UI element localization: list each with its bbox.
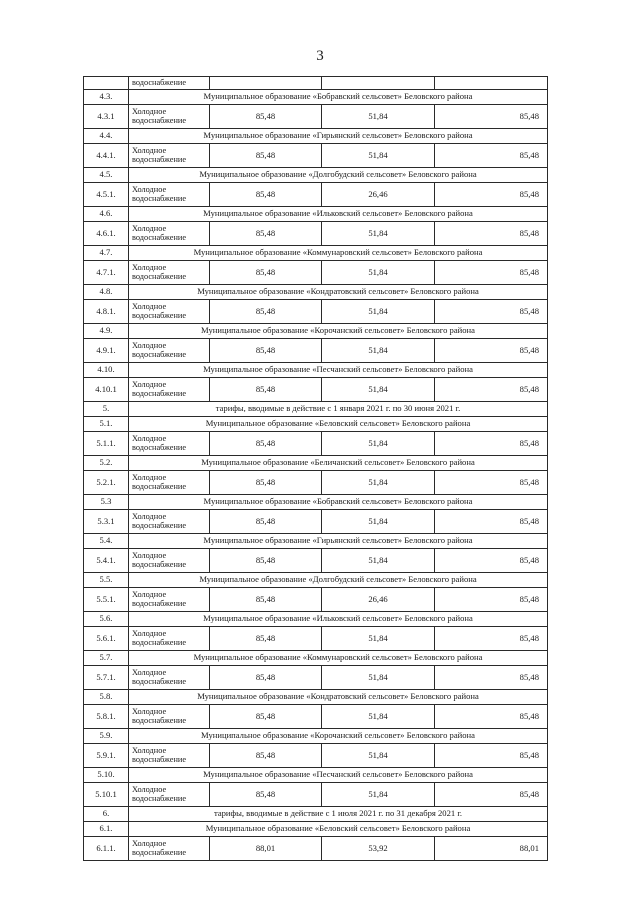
tariff-value-2: 51,84 [322, 222, 435, 246]
tariff-value-3: 85,48 [435, 300, 548, 324]
section-heading-row [84, 534, 548, 549]
section-heading-row [84, 651, 548, 666]
tariff-row [84, 627, 548, 651]
section-heading-row [84, 90, 548, 105]
tariff-row [84, 471, 548, 495]
section-heading-row [84, 129, 548, 144]
section-heading-row [84, 363, 548, 378]
section-heading-row [84, 573, 548, 588]
service-name: Холодное водоснабжение [129, 666, 210, 690]
row-number: 5.4.1. [84, 549, 129, 573]
tariff-value-3: 85,48 [435, 744, 548, 768]
section-heading: тарифы, вводимые в действие с 1 июля 2021 г. по 31 декабря 2021 г. [129, 807, 548, 822]
tariff-value-1: 85,48 [210, 510, 322, 534]
value-cell [435, 77, 548, 90]
tariff-value-3: 85,48 [435, 339, 548, 363]
service-name: Холодное водоснабжение [129, 627, 210, 651]
section-heading-row [84, 768, 548, 783]
tariff-value-3: 85,48 [435, 627, 548, 651]
tariff-row [84, 432, 548, 456]
row-number: 5.10.1 [84, 783, 129, 807]
section-heading: Муниципальное образование «Беловский сельсовет» Беловского района [129, 822, 548, 837]
tariff-row [84, 783, 548, 807]
section-heading-row [84, 690, 548, 705]
tariff-row [84, 549, 548, 573]
row-number: 4.4.1. [84, 144, 129, 168]
service-name: Холодное водоснабжение [129, 378, 210, 402]
service-name-cell: водоснабжение [129, 77, 210, 90]
tariff-value-1: 85,48 [210, 783, 322, 807]
row-number: 5.6.1. [84, 627, 129, 651]
tariff-value-2: 51,84 [322, 144, 435, 168]
section-number: 6.1. [84, 822, 129, 837]
section-heading-row [84, 246, 548, 261]
section-number: 5.10. [84, 768, 129, 783]
row-number: 6.1.1. [84, 837, 129, 861]
tariff-value-1: 85,48 [210, 432, 322, 456]
section-heading: Муниципальное образование «Беличанский сельсовет» Беловского района [129, 456, 548, 471]
section-heading: Муниципальное образование «Коммунаровский сельсовет» Беловского района [129, 246, 548, 261]
section-heading: Муниципальное образование «Корочанский сельсовет» Беловского района [129, 324, 548, 339]
section-heading: Муниципальное образование «Корочанский сельсовет» Беловского района [129, 729, 548, 744]
tariff-table-body [84, 77, 548, 861]
tariff-value-2: 51,84 [322, 105, 435, 129]
tariff-row [84, 744, 548, 768]
tariff-value-2: 51,84 [322, 627, 435, 651]
section-heading: Муниципальное образование «Песчанский сельсовет» Беловского района [129, 363, 548, 378]
section-number: 5.2. [84, 456, 129, 471]
tariff-value-1: 85,48 [210, 705, 322, 729]
section-heading-row [84, 729, 548, 744]
row-number-cell [84, 77, 129, 90]
section-heading: Муниципальное образование «Беловский сельсовет» Беловского района [129, 417, 548, 432]
section-heading: тарифы, вводимые в действие с 1 января 2021 г. по 30 июня 2021 г. [129, 402, 548, 417]
row-number: 5.2.1. [84, 471, 129, 495]
section-heading-row [84, 207, 548, 222]
tariff-value-2: 51,84 [322, 744, 435, 768]
section-heading: Муниципальное образование «Бобравский сельсовет» Беловского района [129, 90, 548, 105]
tariff-row [84, 837, 548, 861]
tariff-row [84, 339, 548, 363]
row-number: 4.8.1. [84, 300, 129, 324]
service-name: Холодное водоснабжение [129, 105, 210, 129]
tariff-row [84, 105, 548, 129]
section-number: 4.5. [84, 168, 129, 183]
tariff-value-1: 85,48 [210, 744, 322, 768]
tariff-value-1: 85,48 [210, 183, 322, 207]
tariff-value-2: 51,84 [322, 300, 435, 324]
service-name: Холодное водоснабжение [129, 549, 210, 573]
tariff-value-3: 88,01 [435, 837, 548, 861]
tariff-value-3: 85,48 [435, 471, 548, 495]
section-number: 4.6. [84, 207, 129, 222]
tariff-value-3: 85,48 [435, 105, 548, 129]
tariff-value-2: 51,84 [322, 261, 435, 285]
section-heading: Муниципальное образование «Гирьянский сельсовет» Беловского района [129, 129, 548, 144]
tariff-row [84, 510, 548, 534]
tariff-row [84, 144, 548, 168]
section-number: 5.3 [84, 495, 129, 510]
section-heading-row [84, 417, 548, 432]
section-number: 5.5. [84, 573, 129, 588]
section-heading-row [84, 285, 548, 300]
row-number: 4.5.1. [84, 183, 129, 207]
tariff-value-2: 51,84 [322, 378, 435, 402]
section-heading: Муниципальное образование «Кондратовский сельсовет» Беловского района [129, 285, 548, 300]
row-number: 4.10.1 [84, 378, 129, 402]
row-number: 5.3.1 [84, 510, 129, 534]
tariff-value-1: 85,48 [210, 549, 322, 573]
tariff-row [84, 666, 548, 690]
value-cell [322, 77, 435, 90]
service-name: Холодное водоснабжение [129, 744, 210, 768]
tariff-value-1: 85,48 [210, 339, 322, 363]
section-heading: Муниципальное образование «Долгобудский сельсовет» Беловского района [129, 168, 548, 183]
section-heading-row [84, 822, 548, 837]
tariff-value-1: 85,48 [210, 627, 322, 651]
service-name: Холодное водоснабжение [129, 339, 210, 363]
section-number: 4.8. [84, 285, 129, 300]
section-heading: Муниципальное образование «Кондратовский сельсовет» Беловского района [129, 690, 548, 705]
section-heading-row [84, 402, 548, 417]
row-number: 5.8.1. [84, 705, 129, 729]
tariff-value-1: 85,48 [210, 471, 322, 495]
section-number: 5.9. [84, 729, 129, 744]
section-number: 4.10. [84, 363, 129, 378]
tariff-row [84, 183, 548, 207]
row-number: 5.1.1. [84, 432, 129, 456]
tariff-value-3: 85,48 [435, 666, 548, 690]
section-heading: Муниципальное образование «Гирьянский сельсовет» Беловского района [129, 534, 548, 549]
tariff-value-1: 85,48 [210, 222, 322, 246]
service-name: Холодное водоснабжение [129, 144, 210, 168]
tariff-value-2: 26,46 [322, 183, 435, 207]
tariff-row [84, 300, 548, 324]
tariff-value-2: 51,84 [322, 666, 435, 690]
tariff-value-3: 85,48 [435, 378, 548, 402]
tariff-value-2: 51,84 [322, 783, 435, 807]
tariff-value-1: 85,48 [210, 261, 322, 285]
tariff-value-2: 51,84 [322, 549, 435, 573]
row-number: 4.7.1. [84, 261, 129, 285]
tariff-value-1: 85,48 [210, 666, 322, 690]
page-number: 3 [316, 48, 324, 64]
service-name: Холодное водоснабжение [129, 471, 210, 495]
section-heading: Муниципальное образование «Бобравский сельсовет» Беловского района [129, 495, 548, 510]
tariff-value-1: 85,48 [210, 300, 322, 324]
service-name: Холодное водоснабжение [129, 705, 210, 729]
service-name: Холодное водоснабжение [129, 588, 210, 612]
tariff-value-2: 51,84 [322, 432, 435, 456]
tariff-value-2: 51,84 [322, 471, 435, 495]
tariff-value-3: 85,48 [435, 510, 548, 534]
section-heading: Муниципальное образование «Песчанский сельсовет» Беловского района [129, 768, 548, 783]
section-heading-row [84, 807, 548, 822]
section-number: 4.9. [84, 324, 129, 339]
tariff-value-1: 85,48 [210, 378, 322, 402]
section-number: 4.3. [84, 90, 129, 105]
row-number: 4.3.1 [84, 105, 129, 129]
tariff-value-3: 85,48 [435, 222, 548, 246]
tariff-value-3: 85,48 [435, 783, 548, 807]
tariff-row [84, 588, 548, 612]
section-heading-row [84, 495, 548, 510]
tariff-value-2: 51,84 [322, 339, 435, 363]
row-number: 5.9.1. [84, 744, 129, 768]
tariff-value-2: 51,84 [322, 705, 435, 729]
value-cell [210, 77, 322, 90]
tariff-row [84, 222, 548, 246]
section-number: 4.7. [84, 246, 129, 261]
tariff-value-3: 85,48 [435, 705, 548, 729]
section-number: 4.4. [84, 129, 129, 144]
tariff-value-2: 53,92 [322, 837, 435, 861]
section-heading-row [84, 168, 548, 183]
service-name: Холодное водоснабжение [129, 432, 210, 456]
row-number: 5.5.1. [84, 588, 129, 612]
section-number: 5.7. [84, 651, 129, 666]
tariff-value-3: 85,48 [435, 183, 548, 207]
row-number: 4.6.1. [84, 222, 129, 246]
tariff-row [84, 705, 548, 729]
service-name: Холодное водоснабжение [129, 510, 210, 534]
service-name: Холодное водоснабжение [129, 837, 210, 861]
service-name: Холодное водоснабжение [129, 300, 210, 324]
tariff-row [84, 378, 548, 402]
tariff-value-1: 85,48 [210, 588, 322, 612]
tariff-table [83, 76, 548, 861]
tariff-value-3: 85,48 [435, 549, 548, 573]
tariff-value-2: 51,84 [322, 510, 435, 534]
section-number: 5.1. [84, 417, 129, 432]
section-heading: Муниципальное образование «Ильковский сельсовет» Беловского района [129, 207, 548, 222]
tariff-row [84, 261, 548, 285]
service-name: Холодное водоснабжение [129, 183, 210, 207]
section-number: 5.6. [84, 612, 129, 627]
section-number: 5. [84, 402, 129, 417]
tariff-value-1: 85,48 [210, 105, 322, 129]
service-name: Холодное водоснабжение [129, 783, 210, 807]
section-number: 5.4. [84, 534, 129, 549]
tariff-value-2: 26,46 [322, 588, 435, 612]
section-heading-row [84, 456, 548, 471]
tariff-value-3: 85,48 [435, 144, 548, 168]
tariff-value-1: 85,48 [210, 144, 322, 168]
service-name: Холодное водоснабжение [129, 261, 210, 285]
section-heading-row [84, 324, 548, 339]
row-number: 4.9.1. [84, 339, 129, 363]
tariff-value-1: 88,01 [210, 837, 322, 861]
section-number: 5.8. [84, 690, 129, 705]
section-heading: Муниципальное образование «Долгобудский сельсовет» Беловского района [129, 573, 548, 588]
tariff-value-3: 85,48 [435, 261, 548, 285]
section-heading: Муниципальное образование «Ильковский сельсовет» Беловского района [129, 612, 548, 627]
section-heading: Муниципальное образование «Коммунаровский сельсовет» Беловского района [129, 651, 548, 666]
tariff-value-3: 85,48 [435, 588, 548, 612]
row-number: 5.7.1. [84, 666, 129, 690]
continuation-row [84, 77, 548, 90]
section-number: 6. [84, 807, 129, 822]
service-name: Холодное водоснабжение [129, 222, 210, 246]
section-heading-row [84, 612, 548, 627]
tariff-value-3: 85,48 [435, 432, 548, 456]
